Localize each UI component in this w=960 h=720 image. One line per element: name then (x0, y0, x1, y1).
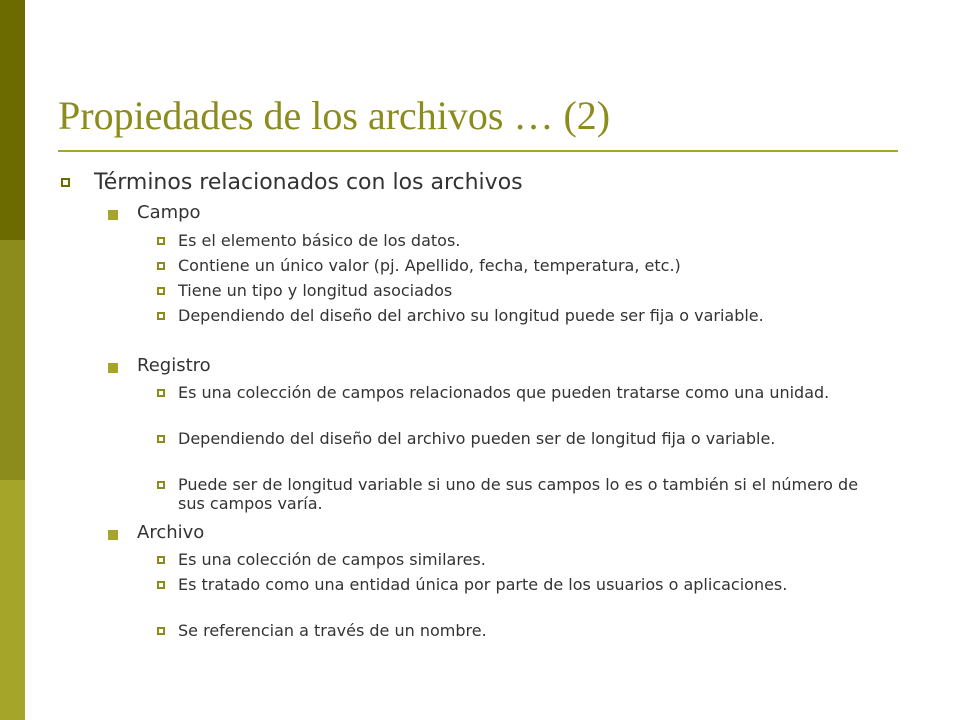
hollow-square-bullet-icon (157, 627, 165, 635)
square-bullet-icon (108, 210, 118, 220)
hollow-square-bullet-icon (157, 262, 165, 270)
hollow-square-bullet-icon (157, 287, 165, 295)
section-label-campo: Campo (137, 202, 201, 223)
hollow-square-bullet-icon (61, 178, 70, 187)
main-heading: Términos relacionados con los archivos (94, 170, 523, 195)
section-label-registro: Registro (137, 355, 211, 376)
list-item: Es tratado como una entidad única por parte de los usuarios o aplicaciones. (178, 575, 788, 594)
hollow-square-bullet-icon (157, 312, 165, 320)
hollow-square-bullet-icon (157, 481, 165, 489)
list-item: Contiene un único valor (pj. Apellido, fecha, temperatura, etc.) (178, 256, 681, 275)
list-item: Puede ser de longitud variable si uno de sus campos lo es o también si el número de sus campos varía. (178, 475, 859, 513)
section-label-archivo: Archivo (137, 522, 205, 543)
hollow-square-bullet-icon (157, 435, 165, 443)
list-item: Dependiendo del diseño del archivo pueden ser de longitud fija o variable. (178, 429, 776, 448)
list-item: Tiene un tipo y longitud asociados (178, 281, 453, 300)
square-bullet-icon (108, 530, 118, 540)
hollow-square-bullet-icon (157, 389, 165, 397)
list-item: Es una colección de campos relacionados que pueden tratarse como una unidad. (178, 383, 830, 402)
hollow-square-bullet-icon (157, 237, 165, 245)
list-item: Se referencian a través de un nombre. (178, 621, 487, 640)
hollow-square-bullet-icon (157, 556, 165, 564)
list-item: Es una colección de campos similares. (178, 550, 486, 569)
hollow-square-bullet-icon (157, 581, 165, 589)
square-bullet-icon (108, 363, 118, 373)
list-item: Es el elemento básico de los datos. (178, 231, 461, 250)
list-item: Dependiendo del diseño del archivo su longitud puede ser fija o variable. (178, 306, 764, 325)
slide-title: Propiedades de los archivos … (2) (58, 93, 611, 138)
